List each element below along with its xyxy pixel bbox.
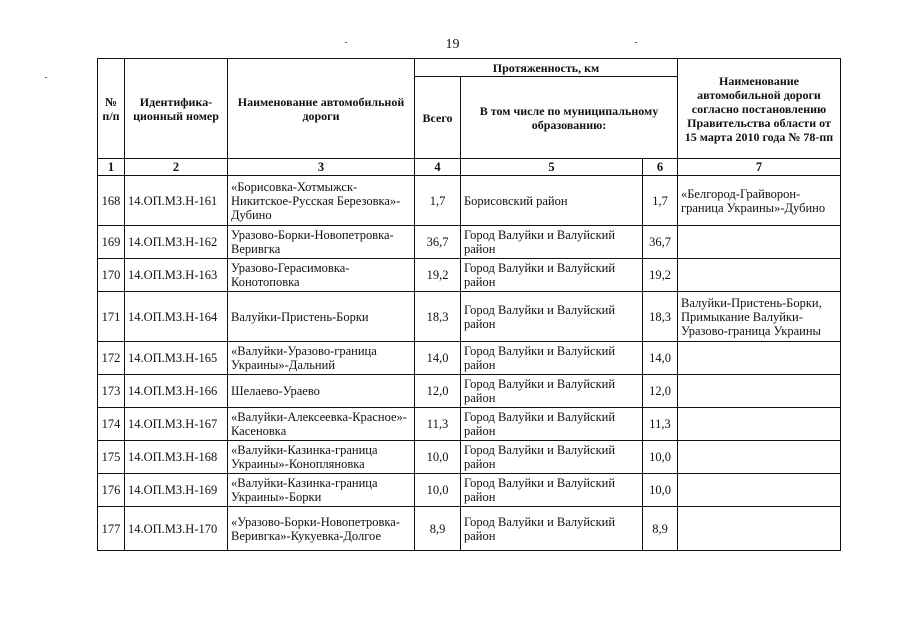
- old-road-name: [678, 507, 841, 551]
- municipality: Город Валуйки и Валуйский район: [461, 507, 643, 551]
- road-id: 14.ОП.МЗ.Н-166: [125, 375, 228, 408]
- municipality: Город Валуйки и Валуйский район: [461, 474, 643, 507]
- length-total: 10,0: [415, 474, 461, 507]
- length-total: 19,2: [415, 259, 461, 292]
- length-municipality: 18,3: [643, 292, 678, 342]
- old-road-name: [678, 375, 841, 408]
- road-name: «Валуйки-Алексеевка-Красное»-Касеновка: [228, 408, 415, 441]
- roads-table: [97, 58, 841, 551]
- table-row: [98, 408, 841, 441]
- header-old-name: Наименование автомобильной дороги согласно постановлению Правительства области от 15 марта 2010 года № 78-пп: [678, 59, 841, 159]
- road-name: Валуйки-Пристень-Борки: [228, 292, 415, 342]
- old-road-name: [678, 342, 841, 375]
- old-road-name: [678, 474, 841, 507]
- row-number: 173: [98, 375, 125, 408]
- length-total: 36,7: [415, 226, 461, 259]
- scan-speck: [635, 42, 637, 43]
- length-total: 18,3: [415, 292, 461, 342]
- road-name: «Борисовка-Хотмыжск-Никитское-Русская Березовка»-Дубино: [228, 176, 415, 226]
- table-row: [98, 226, 841, 259]
- row-number: 172: [98, 342, 125, 375]
- road-name: «Валуйки-Казинка-граница Украины»-Коноплянoвка: [228, 441, 415, 474]
- header-length: Протяженность, км: [415, 59, 678, 77]
- table-row: [98, 259, 841, 292]
- header-name: Наименование автомобильной дороги: [228, 59, 415, 159]
- row-number: 176: [98, 474, 125, 507]
- row-number: 171: [98, 292, 125, 342]
- road-name: «Валуйки-Казинка-граница Украины»-Борки: [228, 474, 415, 507]
- length-total: 1,7: [415, 176, 461, 226]
- length-municipality: 12,0: [643, 375, 678, 408]
- old-road-name: Валуйки-Пристень-Борки, Примыкание Валуйки-Уразово-граница Украины: [678, 292, 841, 342]
- col-number: 1: [98, 159, 125, 176]
- road-id: 14.ОП.МЗ.Н-164: [125, 292, 228, 342]
- header-total: Всего: [415, 77, 461, 159]
- row-number: 177: [98, 507, 125, 551]
- length-municipality: 8,9: [643, 507, 678, 551]
- old-road-name: [678, 441, 841, 474]
- table-row: [98, 441, 841, 474]
- length-municipality: 14,0: [643, 342, 678, 375]
- road-id: 14.ОП.МЗ.Н-165: [125, 342, 228, 375]
- length-municipality: 19,2: [643, 259, 678, 292]
- header-incl: В том числе по муниципальному образованию:: [461, 77, 678, 159]
- municipality: Город Валуйки и Валуйский район: [461, 226, 643, 259]
- table-row: [98, 176, 841, 226]
- road-id: 14.ОП.МЗ.Н-169: [125, 474, 228, 507]
- municipality: Город Валуйки и Валуйский район: [461, 375, 643, 408]
- road-id: 14.ОП.МЗ.Н-168: [125, 441, 228, 474]
- old-road-name: [678, 259, 841, 292]
- scan-speck: [45, 77, 47, 78]
- road-name: «Валуйки-Уразово-граница Украины»-Дальний: [228, 342, 415, 375]
- municipality: Город Валуйки и Валуйский район: [461, 259, 643, 292]
- municipality: Город Валуйки и Валуйский район: [461, 342, 643, 375]
- old-road-name: «Белгород-Грайворон-граница Украины»-Дубино: [678, 176, 841, 226]
- municipality: Борисовский район: [461, 176, 643, 226]
- road-name: «Уразово-Борки-Новопетровка-Веривгка»-Кукуевка-Долгое: [228, 507, 415, 551]
- municipality: Город Валуйки и Валуйский район: [461, 292, 643, 342]
- length-municipality: 36,7: [643, 226, 678, 259]
- length-municipality: 11,3: [643, 408, 678, 441]
- table-row: [98, 507, 841, 551]
- table-row: [98, 292, 841, 342]
- length-total: 14,0: [415, 342, 461, 375]
- length-total: 10,0: [415, 441, 461, 474]
- col-number: 3: [228, 159, 415, 176]
- old-road-name: [678, 226, 841, 259]
- table-row: [98, 375, 841, 408]
- length-municipality: 1,7: [643, 176, 678, 226]
- road-id: 14.ОП.МЗ.Н-163: [125, 259, 228, 292]
- scan-speck: [345, 42, 347, 43]
- length-total: 11,3: [415, 408, 461, 441]
- length-total: 12,0: [415, 375, 461, 408]
- col-number: 4: [415, 159, 461, 176]
- length-municipality: 10,0: [643, 474, 678, 507]
- col-number: 5: [461, 159, 643, 176]
- road-id: 14.ОП.МЗ.Н-170: [125, 507, 228, 551]
- old-road-name: [678, 408, 841, 441]
- table-row: [98, 474, 841, 507]
- municipality: Город Валуйки и Валуйский район: [461, 408, 643, 441]
- col-number: 7: [678, 159, 841, 176]
- row-number: 175: [98, 441, 125, 474]
- road-id: 14.ОП.МЗ.Н-167: [125, 408, 228, 441]
- page-number: 19: [445, 37, 460, 52]
- header-id: Идентифика-ционный номер: [125, 59, 228, 159]
- header-num: № п/п: [98, 59, 125, 159]
- col-number: 6: [643, 159, 678, 176]
- row-number: 170: [98, 259, 125, 292]
- length-municipality: 10,0: [643, 441, 678, 474]
- road-id: 14.ОП.МЗ.Н-162: [125, 226, 228, 259]
- col-number: 2: [125, 159, 228, 176]
- row-number: 169: [98, 226, 125, 259]
- table-row: [98, 342, 841, 375]
- row-number: 174: [98, 408, 125, 441]
- road-id: 14.ОП.МЗ.Н-161: [125, 176, 228, 226]
- municipality: Город Валуйки и Валуйский район: [461, 441, 643, 474]
- road-name: Шелаево-Ураево: [228, 375, 415, 408]
- length-total: 8,9: [415, 507, 461, 551]
- road-name: Уразово-Герасимовка-Конотоповка: [228, 259, 415, 292]
- row-number: 168: [98, 176, 125, 226]
- road-name: Уразово-Борки-Новопетровка-Веривгка: [228, 226, 415, 259]
